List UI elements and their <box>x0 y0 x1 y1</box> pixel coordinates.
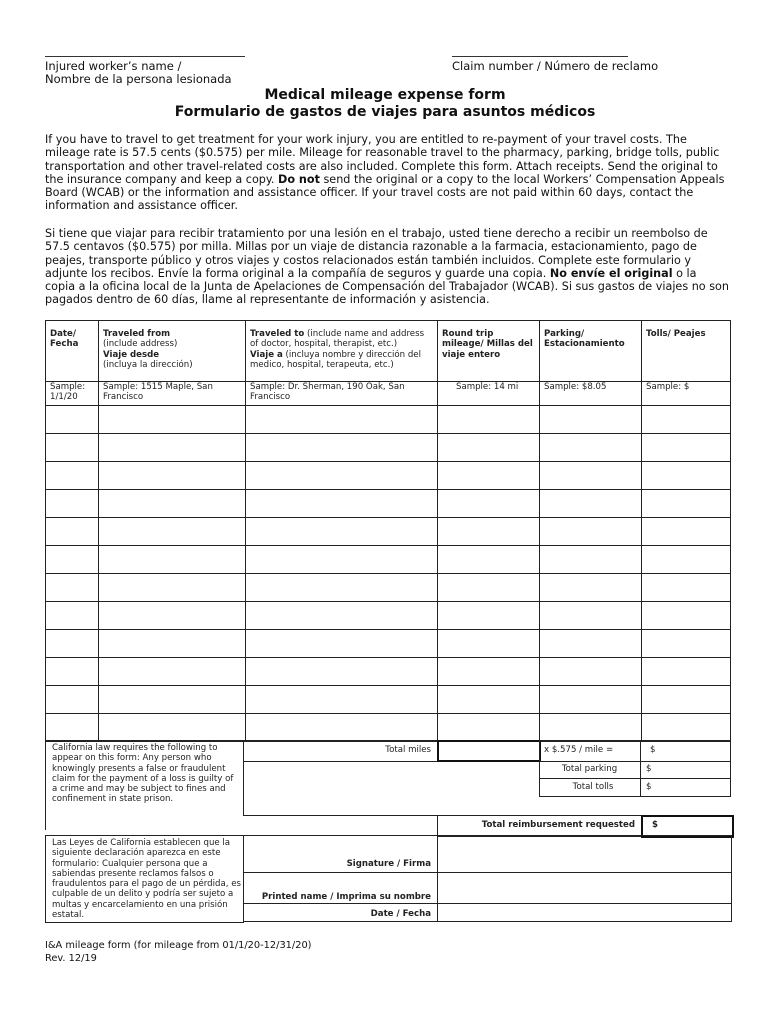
cell-from-input[interactable] <box>99 602 246 630</box>
cell-date-input[interactable] <box>46 490 99 518</box>
worker-name-label-en: Injured worker’s name / <box>45 59 182 73</box>
cell-date-input[interactable] <box>46 602 99 630</box>
cell-tolls-input[interactable] <box>642 686 731 714</box>
cell-parking-input[interactable] <box>540 714 642 742</box>
total-parking-input[interactable] <box>640 760 731 779</box>
header-traveled-to: Traveled to (include name and address of doctor, hospital, therapist, etc.) Viaje a (incluya nombre y dirección del medico, hospital, terapeuta, etc.) <box>246 321 438 382</box>
cell-parking-input[interactable] <box>540 574 642 602</box>
cell-tolls-input[interactable] <box>642 434 731 462</box>
sample-to: Sample: Dr. Sherman, 190 Oak, San Francisco <box>246 382 438 406</box>
cell-mileage-input[interactable] <box>438 658 540 686</box>
cell-mileage-input[interactable] <box>438 630 540 658</box>
cell-to-input[interactable] <box>246 546 438 574</box>
cell-parking-input[interactable] <box>540 658 642 686</box>
date-label: Date / Fecha <box>370 909 431 919</box>
cell-mileage-input[interactable] <box>438 406 540 434</box>
cell-to-input[interactable] <box>246 686 438 714</box>
cell-from-input[interactable] <box>99 518 246 546</box>
sample-mileage: Sample: 14 mi <box>438 382 540 406</box>
cell-parking-input[interactable] <box>540 630 642 658</box>
total-reimbursement-label: Total reimbursement requested <box>481 820 635 830</box>
cell-parking-input[interactable] <box>540 686 642 714</box>
mileage-table <box>45 320 731 742</box>
cell-to-input[interactable] <box>246 518 438 546</box>
cell-parking-input[interactable] <box>540 490 642 518</box>
table-row <box>46 658 731 686</box>
cell-date-input[interactable] <box>46 630 99 658</box>
law-text-en: California law requires the following to appear on this form: Any person who knowingly presents a false or fraudulent claim for the payment of a loss is guilty of a crime and may be subject to fines and confinement in state prison. <box>52 743 234 805</box>
cell-tolls-input[interactable] <box>642 518 731 546</box>
instructions-en-part1: If you have to travel to get treatment for your work injury, you are entitled to re-payment of your travel costs. The mileage rate is 57.5 cents ($0.575) per mile. Mileage for reasonable travel to the pharmacy, parking, bridge tolls, public transportation and other travel-related costs are also included. Complete this form. Attach receipts. Send the original to the insurance company and keep a copy. <box>45 133 720 186</box>
cell-tolls-input[interactable] <box>642 630 731 658</box>
sample-row <box>46 382 731 406</box>
cell-from-input[interactable] <box>99 434 246 462</box>
table-row <box>46 714 731 742</box>
header-date: Date/ Fecha <box>46 321 99 382</box>
cell-date-input[interactable] <box>46 574 99 602</box>
cell-tolls-input[interactable] <box>642 546 731 574</box>
cell-mileage-input[interactable] <box>438 602 540 630</box>
cell-from-input[interactable] <box>99 490 246 518</box>
cell-from-input[interactable] <box>99 630 246 658</box>
cell-from-input[interactable] <box>99 686 246 714</box>
total-tolls-input[interactable] <box>640 778 731 797</box>
signature-field[interactable] <box>437 835 732 873</box>
cell-tolls-input[interactable] <box>642 490 731 518</box>
parking-row <box>243 760 540 816</box>
cell-mileage-input[interactable] <box>438 686 540 714</box>
date-field[interactable] <box>437 903 732 922</box>
total-tolls-label: Total tolls <box>572 782 614 792</box>
cell-parking-input[interactable] <box>540 602 642 630</box>
table-row <box>46 518 731 546</box>
cell-date-input[interactable] <box>46 714 99 742</box>
cell-date-input[interactable] <box>46 658 99 686</box>
mileage-dollar: $ <box>650 745 656 755</box>
cell-to-input[interactable] <box>246 630 438 658</box>
cell-tolls-input[interactable] <box>642 602 731 630</box>
cell-date-input[interactable] <box>46 434 99 462</box>
blank-rows <box>46 406 731 742</box>
footer-form-id: I&A mileage form (for mileage from 01/1/20-12/31/20) <box>45 940 312 951</box>
cell-parking-input[interactable] <box>540 546 642 574</box>
cell-parking-input[interactable] <box>540 406 642 434</box>
cell-from-input[interactable] <box>99 658 246 686</box>
worker-name-label <box>45 60 232 86</box>
table-row <box>46 630 731 658</box>
cell-mileage-input[interactable] <box>438 574 540 602</box>
cell-tolls-input[interactable] <box>642 714 731 742</box>
cell-to-input[interactable] <box>246 490 438 518</box>
cell-tolls-input[interactable] <box>642 658 731 686</box>
instructions-en <box>45 133 730 213</box>
cell-to-input[interactable] <box>246 602 438 630</box>
cell-date-input[interactable] <box>46 462 99 490</box>
table-row <box>46 490 731 518</box>
cell-to-input[interactable] <box>246 406 438 434</box>
cell-parking-input[interactable] <box>540 462 642 490</box>
cell-tolls-input[interactable] <box>642 406 731 434</box>
cell-from-input[interactable] <box>99 714 246 742</box>
sample-tolls: Sample: $ <box>642 382 731 406</box>
reimbursement-dollar: $ <box>652 820 658 830</box>
table-row <box>46 434 731 462</box>
cell-to-input[interactable] <box>246 658 438 686</box>
total-miles-input[interactable] <box>437 740 541 762</box>
cell-tolls-input[interactable] <box>642 462 731 490</box>
table-row <box>46 546 731 574</box>
table-row <box>46 602 731 630</box>
cell-date-input[interactable] <box>46 686 99 714</box>
cell-date-input[interactable] <box>46 406 99 434</box>
claim-number-label: Claim number / Número de reclamo <box>452 59 659 73</box>
cell-to-input[interactable] <box>246 434 438 462</box>
parking-dollar: $ <box>646 764 652 774</box>
cell-from-input[interactable] <box>99 406 246 434</box>
cell-from-input[interactable] <box>99 574 246 602</box>
cell-to-input[interactable] <box>246 574 438 602</box>
table-row <box>46 574 731 602</box>
instructions-es-part2: o la copia a la oficina local de la Junta de Apelaciones de Compensación del Trabajador (WCAB). Si sus gastos de viajes no son pagados dentro de 60 días, llame al representante de información y asistencia. <box>45 266 729 307</box>
table-row <box>46 686 731 714</box>
cell-from-input[interactable] <box>99 462 246 490</box>
cell-parking-input[interactable] <box>540 518 642 546</box>
table-row <box>46 406 731 434</box>
sample-date: Sample: 1/1/20 <box>46 382 99 406</box>
cell-mileage-input[interactable] <box>438 714 540 742</box>
header-mileage: Round trip mileage/ Millas del viaje entero <box>438 321 540 382</box>
cell-to-input[interactable] <box>246 462 438 490</box>
sample-from: Sample: 1515 Maple, San Francisco <box>99 382 246 406</box>
instructions-en-bold: Do not <box>278 172 320 186</box>
form-title-es: Formulario de gastos de viajes para asuntos médicos <box>174 104 596 120</box>
header-tolls: Tolls/ Peajes <box>642 321 731 382</box>
instructions-es <box>45 227 730 307</box>
form-title-en: Medical mileage expense form <box>264 87 506 103</box>
cell-tolls-input[interactable] <box>642 574 731 602</box>
signature-label: Signature / Firma <box>346 859 431 869</box>
printed-name-field[interactable] <box>437 871 732 904</box>
table-header-row <box>46 321 731 382</box>
table-row <box>46 462 731 490</box>
instructions-en-part2: send the original or a copy to the local Workers’ Compensation Appeals Board (WCAB) or the information and assistance officer. If your travel costs are not paid within 60 days, contact the information and assistance officer. <box>45 172 725 213</box>
claim-number-line[interactable] <box>452 56 628 57</box>
tolls-dollar: $ <box>646 782 652 792</box>
header-traveled-from: Traveled from (include address) Viaje desde (incluya la dirección) <box>99 321 246 382</box>
cell-parking-input[interactable] <box>540 434 642 462</box>
worker-name-line[interactable] <box>45 56 245 57</box>
worker-name-label-es: Nombre de la persona lesionada <box>45 72 232 86</box>
total-parking-label: Total parking <box>561 764 618 774</box>
sample-parking: Sample: $8.05 <box>540 382 642 406</box>
rate-label: x $.575 / mile = <box>544 745 614 755</box>
cell-mileage-input[interactable] <box>438 434 540 462</box>
printed-name-label: Printed name / Imprima su nombre <box>261 892 431 902</box>
cell-mileage-input[interactable] <box>438 462 540 490</box>
instructions-es-part1: Si tiene que viajar para recibir tratamiento por una lesión en el trabajo, usted tiene derecho a recibir un reembolso de 57.5 centavos ($0.575) por milla. Millas por un viaje de distancia razonable a la farmacia, estacionamiento, pago de peajes, transporte público y otros viajes y costos relacionados están también incluidos. Complete este formulario y adjunte los recibos. Envíe la forma original a la compañía de seguros y guarde una copia. <box>45 227 708 280</box>
cell-from-input[interactable] <box>99 546 246 574</box>
footer-revision: Rev. 12/19 <box>45 953 97 964</box>
law-text-es: Las Leyes de California establecen que la siguiente declaración aparezca en este formulario: Cualquier persona que a sabiendas presente reclamos falsos o fraudulentos para el pago de un pérdida, es culpable de un delito y podría ser sujeto a multas y encarcelamiento en una prisión estatal. <box>52 838 241 921</box>
cell-to-input[interactable] <box>246 714 438 742</box>
cell-mileage-input[interactable] <box>438 518 540 546</box>
cell-mileage-input[interactable] <box>438 546 540 574</box>
cell-mileage-input[interactable] <box>438 490 540 518</box>
total-miles-label: Total miles <box>385 745 431 755</box>
cell-date-input[interactable] <box>46 546 99 574</box>
header-parking: Parking/ Estacionamiento <box>540 321 642 382</box>
cell-date-input[interactable] <box>46 518 99 546</box>
instructions-es-bold: No envíe el original <box>549 266 673 280</box>
